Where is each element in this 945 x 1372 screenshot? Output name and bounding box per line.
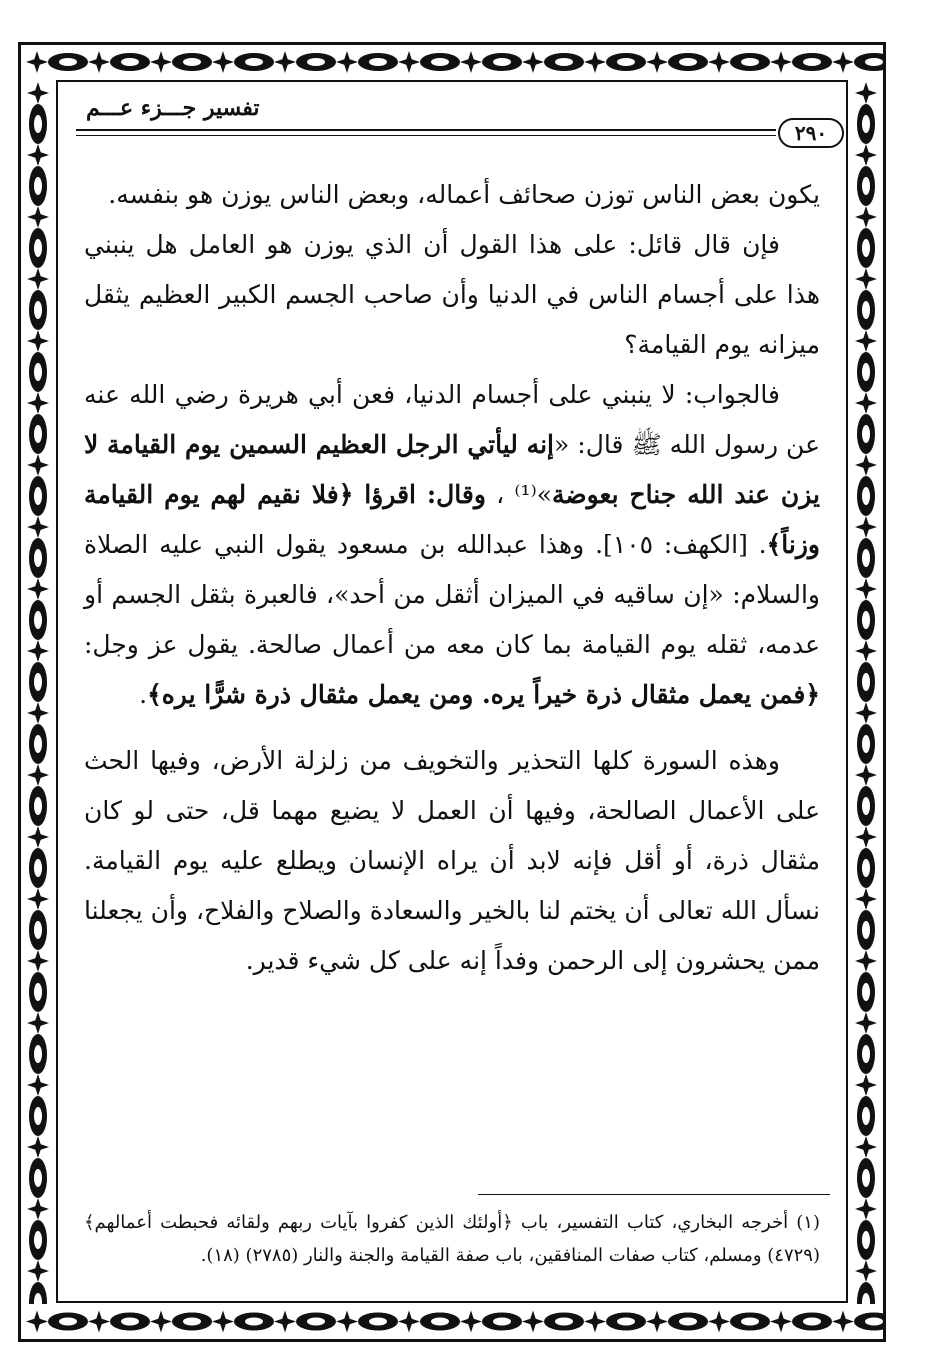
ornament-petal-inner — [34, 1107, 42, 1125]
ornament-petal-inner — [862, 859, 870, 877]
paragraph — [84, 370, 820, 720]
footnote-separator — [478, 1194, 830, 1195]
ornament-petal-inner — [34, 425, 42, 443]
ornament-star — [398, 51, 420, 73]
ornament-star — [274, 51, 296, 73]
ornament-petal-inner — [431, 58, 449, 66]
ornament-petal-inner — [34, 487, 42, 505]
ornament-star — [855, 640, 877, 662]
ornament-star — [212, 51, 234, 73]
ornament-star — [708, 51, 730, 73]
ornament-petal-inner — [245, 58, 263, 66]
ornament-petal-inner — [862, 363, 870, 381]
ornament-petal-inner — [34, 859, 42, 877]
ornament-petal-inner — [121, 58, 139, 66]
text-run: فالجواب: لا ينبني على أجسام الدنيا، فعن أبي هريرة رضي الله عنه عن رسول الله ﷺ قال: « — [84, 380, 820, 459]
quran-quote: وقال: اقرؤا ﴿فلا نقيم لهم يوم القيامة وزناً﴾ — [84, 480, 820, 559]
ornament-star — [150, 1311, 172, 1333]
ornament-star — [27, 578, 49, 600]
quran-quote: ﴿فمن يعمل مثقال ذرة خيراً يره. ومن يعمل مثقال ذرة شرًّا يره﴾ — [147, 680, 820, 709]
ornament-star — [27, 144, 49, 166]
ornament-petal-inner — [862, 1045, 870, 1063]
paragraph — [84, 170, 820, 220]
paragraph — [84, 736, 820, 986]
ornament-star — [855, 82, 877, 104]
ornament-star — [770, 51, 792, 73]
ornament-petal-inner — [34, 549, 42, 567]
border-ornament-top — [21, 45, 883, 79]
ornament-star — [27, 640, 49, 662]
ornament-petal-inner — [862, 487, 870, 505]
ornament-star — [855, 144, 877, 166]
ornament-star — [522, 1311, 544, 1333]
main-text — [84, 170, 820, 986]
ornament-petal-inner — [679, 1317, 697, 1325]
ornament-petal-inner — [862, 735, 870, 753]
header-rule — [76, 129, 776, 131]
ornament-star — [274, 1311, 296, 1333]
ornament-star — [150, 51, 172, 73]
ornament-petal-inner — [34, 115, 42, 133]
ornament-star — [27, 1260, 49, 1282]
running-header-title: تفسير جـــزء عـــم — [86, 95, 260, 121]
ornament-star — [584, 51, 606, 73]
ornament-star — [27, 1012, 49, 1034]
ornament-star — [27, 888, 49, 910]
ornament-star — [855, 578, 877, 600]
ornament-petal-inner — [617, 58, 635, 66]
text-run: وهذه السورة كلها التحذير والتخويف من زلزلة الأرض، وفيها الحث على الأعمال الصالحة، وفيها أن العمل لا يضيع مهما قل، حتى لو كان مثقال ذرة، أو أقل فإنه لابد أن يراه الإنسان ويطلع عليه يوم القيامة. نسأل الله تعالى أن يختم لنا بالخير والسعادة والصلاح والفلاح، وأن يجعلنا ممن يحشرون إلى الرحمن وفداً إنه على كل شيء قدير. — [84, 746, 820, 975]
ornament-star — [522, 51, 544, 73]
ornament-star — [855, 1136, 877, 1158]
ornament-star — [770, 1311, 792, 1333]
ornament-star — [646, 51, 668, 73]
ornament-star — [855, 702, 877, 724]
ornament-petal-inner — [34, 1169, 42, 1187]
ornament-petal-inner — [34, 301, 42, 319]
ornament-star — [832, 1311, 854, 1333]
ornament-star — [27, 826, 49, 848]
ornament-petal-inner — [803, 1317, 821, 1325]
ornament-star — [855, 454, 877, 476]
text-run: »⁽¹⁾ ، — [485, 480, 552, 509]
ornament-star — [336, 51, 358, 73]
ornament-star — [855, 206, 877, 228]
ornament-petal-inner — [369, 58, 387, 66]
ornament-petal-inner — [862, 1231, 870, 1249]
text-run: . [الكهف: ١٠٥]. وهذا عبدالله بن مسعود يقول النبي عليه الصلاة والسلام: «إن ساقيه في الميزان أثقل من أحد»، فالعبرة بثقل الجسم أو عدمه، ثقله يوم القيامة بما كان معه من أعمال صالحة. يقول عز وجل: — [84, 530, 820, 659]
ornament-star — [27, 392, 49, 414]
ornament-petal-inner — [862, 611, 870, 629]
ornament-petal-inner — [431, 1317, 449, 1325]
ornament-star — [855, 392, 877, 414]
ornament-petal-inner — [34, 673, 42, 691]
ornament-petal-inner — [34, 177, 42, 195]
ornament-star — [460, 51, 482, 73]
ornament-star — [27, 1074, 49, 1096]
ornament-star — [27, 82, 49, 104]
ornament-petal-inner — [121, 1317, 139, 1325]
border-ornament-left — [21, 79, 55, 1304]
ornament-petal-inner — [803, 58, 821, 66]
ornament-petal-inner — [862, 673, 870, 691]
ornament-petal-inner — [34, 797, 42, 815]
ornament-star — [27, 268, 49, 290]
ornament-petal-inner — [862, 239, 870, 257]
ornament-petal-inner — [307, 58, 325, 66]
ornament-petal-inner — [245, 1317, 263, 1325]
ornament-star — [212, 1311, 234, 1333]
ornament-star — [27, 764, 49, 786]
ornament-petal-inner — [34, 611, 42, 629]
border-ornament-bottom — [21, 1304, 883, 1339]
ornament-petal-inner — [617, 1317, 635, 1325]
ornament-star — [26, 51, 48, 73]
ornament-petal-inner — [369, 1317, 387, 1325]
ornament-star — [832, 51, 854, 73]
ornament-star — [398, 1311, 420, 1333]
ornament-star — [27, 1198, 49, 1220]
ornament-petal-inner — [34, 1045, 42, 1063]
ornament-petal-inner — [183, 1317, 201, 1325]
ornament-petal-inner — [34, 921, 42, 939]
ornament-petal-inner — [862, 983, 870, 1001]
footnote: (١) أخرجه البخاري، كتاب التفسير، باب ﴿أولئك الذين كفروا بآيات ربهم ولقائه فحبطت أعمالهم﴾ (٤٧٢٩) ومسلم، كتاب صفات المنافقين، باب صفة القيامة والجنة والنار (٢٧٨٥) (١٨). — [84, 1212, 820, 1266]
ornament-petal-inner — [307, 1317, 325, 1325]
ornament-petal-inner — [34, 735, 42, 753]
ornament-star — [584, 1311, 606, 1333]
text-run: فإن قال قائل: على هذا القول أن الذي يوزن هو العامل هل ينبني هذا على أجسام الناس في الدنيا وأن صاحب الجسم الكبير العظيم يثقل ميزانه يوم القيامة؟ — [84, 230, 820, 359]
ornament-petal-inner — [34, 983, 42, 1001]
paragraph — [84, 220, 820, 370]
ornament-petal-inner — [493, 1317, 511, 1325]
ornament-petal-inner — [679, 58, 697, 66]
ornament-petal-inner — [865, 58, 883, 66]
ornament-petal-inner — [862, 425, 870, 443]
ornament-star — [26, 1311, 48, 1333]
ornament-star — [27, 702, 49, 724]
ornament-petal-inner — [34, 1231, 42, 1249]
ornament-star — [88, 1311, 110, 1333]
ornament-star — [646, 1311, 668, 1333]
border-ornament-right — [849, 79, 883, 1304]
ornament-star — [855, 826, 877, 848]
ornament-star — [855, 1198, 877, 1220]
ornament-star — [88, 51, 110, 73]
ornament-star — [708, 1311, 730, 1333]
ornament-petal-inner — [493, 58, 511, 66]
ornament-petal-inner — [59, 1317, 77, 1325]
ornament-petal-inner — [741, 1317, 759, 1325]
ornament-star — [855, 268, 877, 290]
text-run: يكون بعض الناس توزن صحائف أعماله، وبعض الناس يوزن هو بنفسه. — [108, 180, 820, 209]
ornament-petal-inner — [862, 549, 870, 567]
page-number: ٢٩٠ — [778, 118, 844, 148]
ornament-star — [855, 764, 877, 786]
ornament-petal-inner — [862, 115, 870, 133]
ornament-petal-inner — [555, 1317, 573, 1325]
ornament-star — [27, 206, 49, 228]
ornament-petal-inner — [862, 1169, 870, 1187]
ornament-star — [336, 1311, 358, 1333]
ornament-petal-inner — [862, 301, 870, 319]
hadith-quote: إنه ليأتي الرجل العظيم السمين يوم القيامة لا يزن عند الله جناح بعوضة — [84, 430, 820, 509]
ornament-star — [855, 1260, 877, 1282]
ornament-star — [855, 330, 877, 352]
ornament-petal-inner — [555, 58, 573, 66]
ornament-star — [460, 1311, 482, 1333]
ornament-star — [855, 516, 877, 538]
ornament-star — [855, 1074, 877, 1096]
ornament-petal-inner — [862, 797, 870, 815]
text-run: . — [139, 680, 148, 709]
ornament-star — [27, 454, 49, 476]
ornament-star — [27, 950, 49, 972]
ornament-star — [27, 330, 49, 352]
ornament-petal-inner — [862, 921, 870, 939]
ornament-star — [27, 1136, 49, 1158]
ornament-petal-inner — [34, 239, 42, 257]
ornament-petal-inner — [183, 58, 201, 66]
ornament-star — [27, 516, 49, 538]
ornament-petal-inner — [741, 58, 759, 66]
ornament-petal-inner — [865, 1317, 883, 1325]
ornament-star — [855, 1012, 877, 1034]
header-rule-thin — [76, 135, 776, 136]
ornament-petal-inner — [862, 177, 870, 195]
ornament-star — [855, 888, 877, 910]
ornament-petal-inner — [862, 1107, 870, 1125]
ornament-petal-inner — [34, 363, 42, 381]
ornament-star — [855, 950, 877, 972]
ornament-petal-inner — [59, 58, 77, 66]
